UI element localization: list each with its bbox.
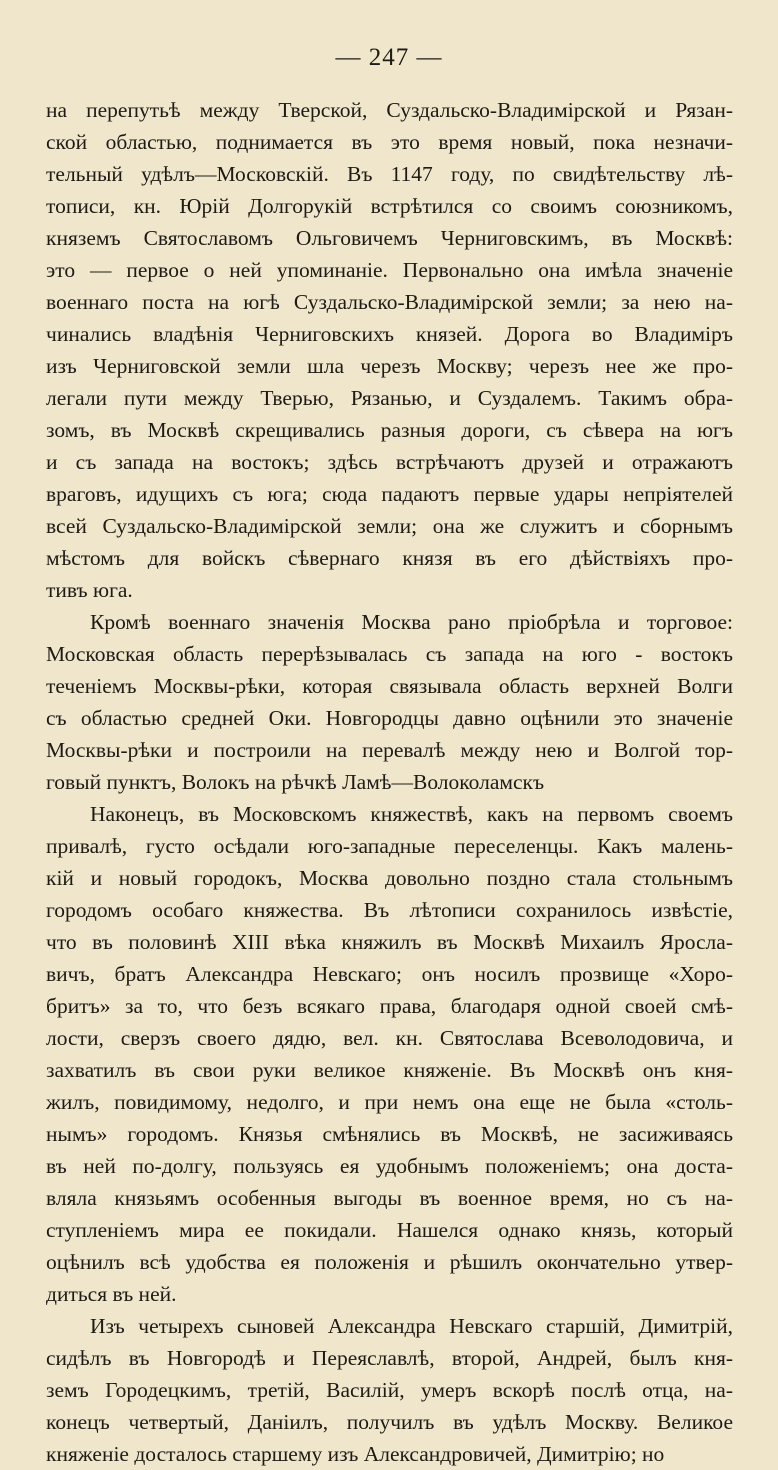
text-line: въ ней по-долгу, пользуясь ея удобнымъ положеніемъ; она доста- — [46, 1154, 733, 1178]
text-line: изъ Черниговской земли шла черезъ Москву; черезъ нее же про- — [46, 354, 733, 378]
page-number: — 247 — — [335, 44, 443, 71]
text-line: Москвы-рѣки и построили на перевалѣ между нею и Волгой тор- — [46, 738, 733, 762]
text-line: Кромѣ военнаго значенія Москва рано пріобрѣла и торговое: — [90, 610, 733, 634]
text-line: Наконецъ, въ Московскомъ княжествѣ, какъ на первомъ своемъ — [90, 802, 733, 826]
text-line: Изъ четырехъ сыновей Александра Невскаго старшій, Димитрій, — [90, 1314, 733, 1338]
text-line: диться въ ней. — [46, 1282, 177, 1306]
text-line: нымъ» городомъ. Князья смѣнялись въ Москвѣ, не засиживаясь — [46, 1122, 733, 1146]
paragraph — [46, 1310, 733, 1470]
text-line: кій и новый городокъ, Москва довольно поздно стала стольнымъ — [46, 866, 733, 890]
text-line: ступленіемъ мира ее покидали. Нашелся однако князь, который — [46, 1218, 733, 1242]
text-line: военнаго поста на югѣ Суздальско-Владимірской земли; за нею на- — [46, 290, 733, 314]
text-line: что въ половинѣ XIII вѣка княжилъ въ Москвѣ Михаилъ Яросла- — [46, 930, 733, 954]
text-line: зомъ, въ Москвѣ скрещивались разныя дороги, съ сѣвера на югъ — [46, 418, 733, 442]
text-line: ской областью, поднимается въ это время новый, пока незначи- — [46, 130, 733, 154]
text-line: лости, сверзъ своего дядю, вел. кн. Святослава Всеволодовича, и — [46, 1026, 733, 1050]
text-line: тивъ юга. — [46, 578, 133, 602]
text-line: это — первое о ней упоминаніе. Первонально она имѣла значеніе — [46, 258, 733, 282]
text-body — [46, 94, 733, 1470]
text-line: теченіемъ Москвы-рѣки, которая связывала область верхней Волги — [46, 674, 733, 698]
text-line: на перепутьѣ между Тверской, Суздальско-Владимірской и Рязан- — [46, 98, 733, 122]
text-line: земъ Городецкимъ, третій, Василій, умеръ вскорѣ послѣ отца, на- — [46, 1378, 733, 1402]
text-line: конецъ четвертый, Даніилъ, получилъ въ удѣлъ Москву. Великое — [46, 1410, 733, 1434]
text-line: говый пунктъ, Волокъ на рѣчкѣ Ламѣ—Волоколамскъ — [46, 770, 545, 794]
text-line: привалѣ, густо осѣдали юго-западные переселенцы. Какъ малень- — [46, 834, 733, 858]
text-line: вичъ, братъ Александра Невскаго; онъ носилъ прозвище «Хоро- — [46, 962, 733, 986]
text-line: враговъ, идущихъ съ юга; сюда падаютъ первые удары непріятелей — [46, 482, 733, 506]
text-line: бритъ» за то, что безъ всякаго права, благодаря одной своей смѣ- — [46, 994, 733, 1018]
text-line: тописи, кн. Юрій Долгорукій встрѣтился со своимъ союзникомъ, — [46, 194, 733, 218]
paragraph — [46, 94, 733, 606]
paragraph — [46, 798, 733, 1310]
text-line: жилъ, повидимому, недолго, и при немъ она еще не была «столь- — [46, 1090, 733, 1114]
text-line: и съ запада на востокъ; здѣсь встрѣчаютъ друзей и отражаютъ — [46, 450, 733, 474]
text-line: съ областью средней Оки. Новгородцы давно оцѣнили это значеніе — [46, 706, 733, 730]
text-line: мѣстомъ для войскъ сѣвернаго князя въ его дѣйствіяхъ про- — [46, 546, 733, 570]
text-line: захватилъ въ свои руки великое княженіе. Въ Москвѣ онъ кня- — [46, 1058, 733, 1082]
text-line: Московская область перерѣзывалась съ запада на юго - востокъ — [46, 642, 733, 666]
text-line: вляла князьямъ особенныя выгоды въ военное время, но съ на- — [46, 1186, 733, 1210]
paragraph — [46, 606, 733, 798]
text-line: сидѣлъ въ Новгородѣ и Переяславлѣ, второй, Андрей, былъ кня- — [46, 1346, 733, 1370]
text-line: оцѣнилъ всѣ удобства ея положенія и рѣшилъ окончательно утвер- — [46, 1250, 733, 1274]
text-line: княземъ Святославомъ Ольговичемъ Черниговскимъ, въ Москвѣ: — [46, 226, 733, 250]
text-line: всей Суздальско-Владимірской земли; она же служитъ и сборнымъ — [46, 514, 733, 538]
text-line: городомъ особаго княжества. Въ лѣтописи сохранилось извѣстіе, — [46, 898, 733, 922]
text-line: княженіе досталось старшему изъ Александровичей, Димитрію; но — [46, 1442, 665, 1466]
text-line: чинались владѣнія Черниговскихъ князей. Дорога во Владиміръ — [46, 322, 733, 346]
text-line: легали пути между Тверью, Рязанью, и Суздалемъ. Такимъ обра- — [46, 386, 733, 410]
text-line: тельный удѣлъ—Московскій. Въ 1147 году, по свидѣтельству лѣ- — [46, 162, 733, 186]
